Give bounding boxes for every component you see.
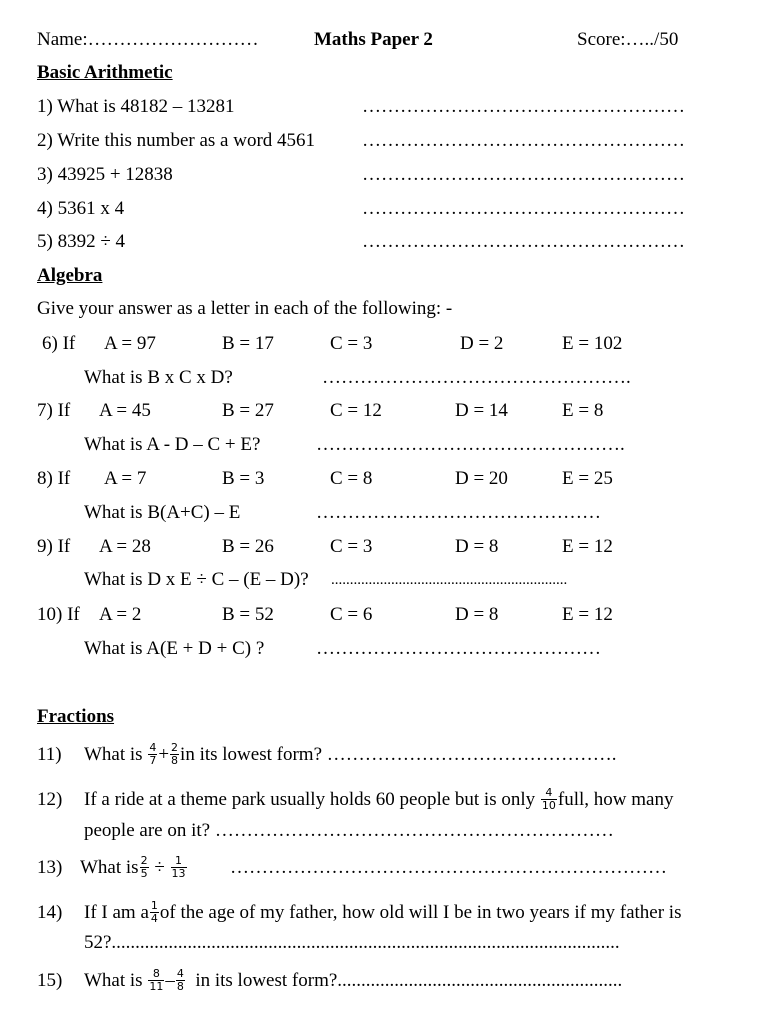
question-8-value-d: D = 20 bbox=[455, 468, 508, 489]
question-8-value-c: C = 8 bbox=[330, 468, 373, 489]
answer-line-4: …………………………………………… bbox=[362, 198, 685, 219]
denominator: 7 bbox=[149, 753, 157, 767]
question-15-tail: in its lowest form?............................................................ bbox=[195, 969, 623, 991]
question-2: 2) Write this number as a word 4561 bbox=[37, 130, 316, 151]
question-7-number: 7) If bbox=[37, 400, 71, 421]
question-11 bbox=[84, 736, 617, 772]
denominator: 8 bbox=[176, 979, 184, 993]
question-14 bbox=[84, 894, 681, 930]
question-7-value-a: A = 45 bbox=[99, 400, 151, 421]
question-9-value-b: B = 26 bbox=[222, 536, 274, 557]
question-12-text: If a ride at a theme park usually holds 60 people but is only bbox=[84, 788, 536, 810]
fraction-1-13 bbox=[171, 855, 187, 879]
question-14-tail: of the age of my father, how old will I be in two years if my father is bbox=[159, 901, 682, 923]
question-12-line2: people are on it? ……………………………………………………… bbox=[84, 820, 614, 841]
question-10-value-e: E = 12 bbox=[562, 604, 613, 625]
question-10-text: What is A(E + D + C) ? bbox=[84, 638, 265, 659]
answer-line-5: …………………………………………… bbox=[362, 231, 685, 252]
question-11-tail: in its lowest form? ………………………………………. bbox=[180, 743, 617, 765]
question-7-value-d: D = 14 bbox=[455, 400, 508, 421]
answer-line-13: …………………………………………………………… bbox=[230, 857, 667, 878]
answer-line-3: …………………………………………… bbox=[362, 164, 685, 185]
question-6-text: What is B x C x D? bbox=[84, 367, 233, 388]
question-6-value-d: D = 2 bbox=[460, 333, 504, 354]
numerator: 8 bbox=[148, 968, 164, 981]
question-11-text: What is bbox=[84, 743, 143, 765]
question-12-tail: full, how many bbox=[557, 788, 674, 810]
denominator: 13 bbox=[171, 866, 186, 880]
question-11-number: 11) bbox=[37, 744, 62, 765]
answer-line-8: ……………………………………… bbox=[316, 502, 601, 523]
question-6-value-e: E = 102 bbox=[562, 333, 623, 354]
question-9-value-a: A = 28 bbox=[99, 536, 151, 557]
question-12-number: 12) bbox=[37, 789, 63, 810]
question-8-value-a: A = 7 bbox=[104, 468, 147, 489]
question-6-value-a: A = 97 bbox=[104, 333, 156, 354]
question-14-line2: 52?........................................................................................................... bbox=[84, 932, 620, 953]
denominator: 8 bbox=[171, 753, 179, 767]
question-3: 3) 43925 + 12838 bbox=[37, 164, 173, 185]
question-8-value-e: E = 25 bbox=[562, 468, 613, 489]
denominator: 4 bbox=[150, 911, 158, 925]
numerator: 1 bbox=[150, 898, 158, 912]
question-15-number: 15) bbox=[37, 970, 63, 991]
fraction-4-8 bbox=[176, 968, 185, 992]
question-9-value-d: D = 8 bbox=[455, 536, 499, 557]
section-heading-algebra: Algebra bbox=[37, 265, 103, 286]
question-10-value-c: C = 6 bbox=[330, 604, 373, 625]
question-8-number: 8) If bbox=[37, 468, 71, 489]
question-6-value-c: C = 3 bbox=[330, 333, 373, 354]
numerator: 4 bbox=[149, 740, 157, 754]
answer-line-6: …………………………………………. bbox=[322, 367, 631, 388]
question-10-value-a: A = 2 bbox=[99, 604, 142, 625]
numerator: 2 bbox=[140, 853, 148, 867]
question-13-number: 13) bbox=[37, 857, 63, 878]
numerator: 2 bbox=[171, 740, 179, 754]
question-13 bbox=[80, 849, 188, 885]
section-heading-fractions: Fractions bbox=[37, 706, 115, 727]
question-7-value-e: E = 8 bbox=[562, 400, 604, 421]
question-8-value-b: B = 3 bbox=[222, 468, 265, 489]
denominator: 10 bbox=[541, 798, 556, 812]
question-5: 5) 8392 ÷ 4 bbox=[37, 231, 126, 252]
name-field: Name:……………………… bbox=[37, 29, 259, 50]
question-9-value-c: C = 3 bbox=[330, 536, 373, 557]
question-15-text: What is bbox=[84, 969, 143, 991]
question-1: 1) What is 48182 – 13281 bbox=[37, 96, 235, 117]
question-8-text: What is B(A+C) – E bbox=[84, 502, 241, 523]
answer-line-9: ............................................................... bbox=[331, 572, 568, 588]
answer-line-2: …………………………………………… bbox=[362, 130, 685, 151]
minus-operator: – bbox=[165, 969, 175, 991]
question-10-value-b: B = 52 bbox=[222, 604, 274, 625]
plus-operator: + bbox=[158, 743, 170, 765]
fraction-4-10 bbox=[541, 787, 557, 811]
page-title: Maths Paper 2 bbox=[314, 29, 433, 50]
question-10-value-d: D = 8 bbox=[455, 604, 499, 625]
algebra-instruction: Give your answer as a letter in each of the following: - bbox=[37, 298, 453, 319]
score-field: Score:…../50 bbox=[577, 29, 679, 50]
question-13-text: What is bbox=[80, 856, 139, 878]
denominator: 5 bbox=[140, 866, 148, 880]
numerator: 1 bbox=[171, 855, 187, 868]
question-10-number: 10) If bbox=[37, 604, 80, 625]
fraction-4-7 bbox=[148, 742, 157, 766]
question-12 bbox=[84, 781, 673, 817]
divide-operator: ÷ bbox=[154, 856, 165, 878]
question-7-value-b: B = 27 bbox=[222, 400, 274, 421]
numerator: 4 bbox=[176, 966, 184, 980]
question-9-number: 9) If bbox=[37, 536, 71, 557]
denominator: 11 bbox=[149, 979, 164, 993]
question-6-number: 6) If bbox=[42, 333, 76, 354]
answer-line-10: ……………………………………… bbox=[316, 638, 601, 659]
fraction-8-11 bbox=[148, 968, 164, 992]
question-9-value-e: E = 12 bbox=[562, 536, 613, 557]
question-14-text: If I am a bbox=[84, 901, 149, 923]
answer-line-7: …………………………………………. bbox=[316, 434, 625, 455]
question-9-text: What is D x E ÷ C – (E – D)? bbox=[84, 569, 309, 590]
fraction-1-4 bbox=[150, 900, 159, 924]
numerator: 4 bbox=[541, 787, 557, 800]
question-15 bbox=[84, 962, 622, 998]
question-6-value-b: B = 17 bbox=[222, 333, 274, 354]
section-heading-arithmetic: Basic Arithmetic bbox=[37, 62, 173, 83]
fraction-2-8 bbox=[170, 742, 179, 766]
question-7-text: What is A - D – C + E? bbox=[84, 434, 261, 455]
question-4: 4) 5361 x 4 bbox=[37, 198, 125, 219]
answer-line-1: …………………………………………… bbox=[362, 96, 685, 117]
question-7-value-c: C = 12 bbox=[330, 400, 382, 421]
question-14-number: 14) bbox=[37, 902, 63, 923]
fraction-2-5 bbox=[140, 855, 149, 879]
